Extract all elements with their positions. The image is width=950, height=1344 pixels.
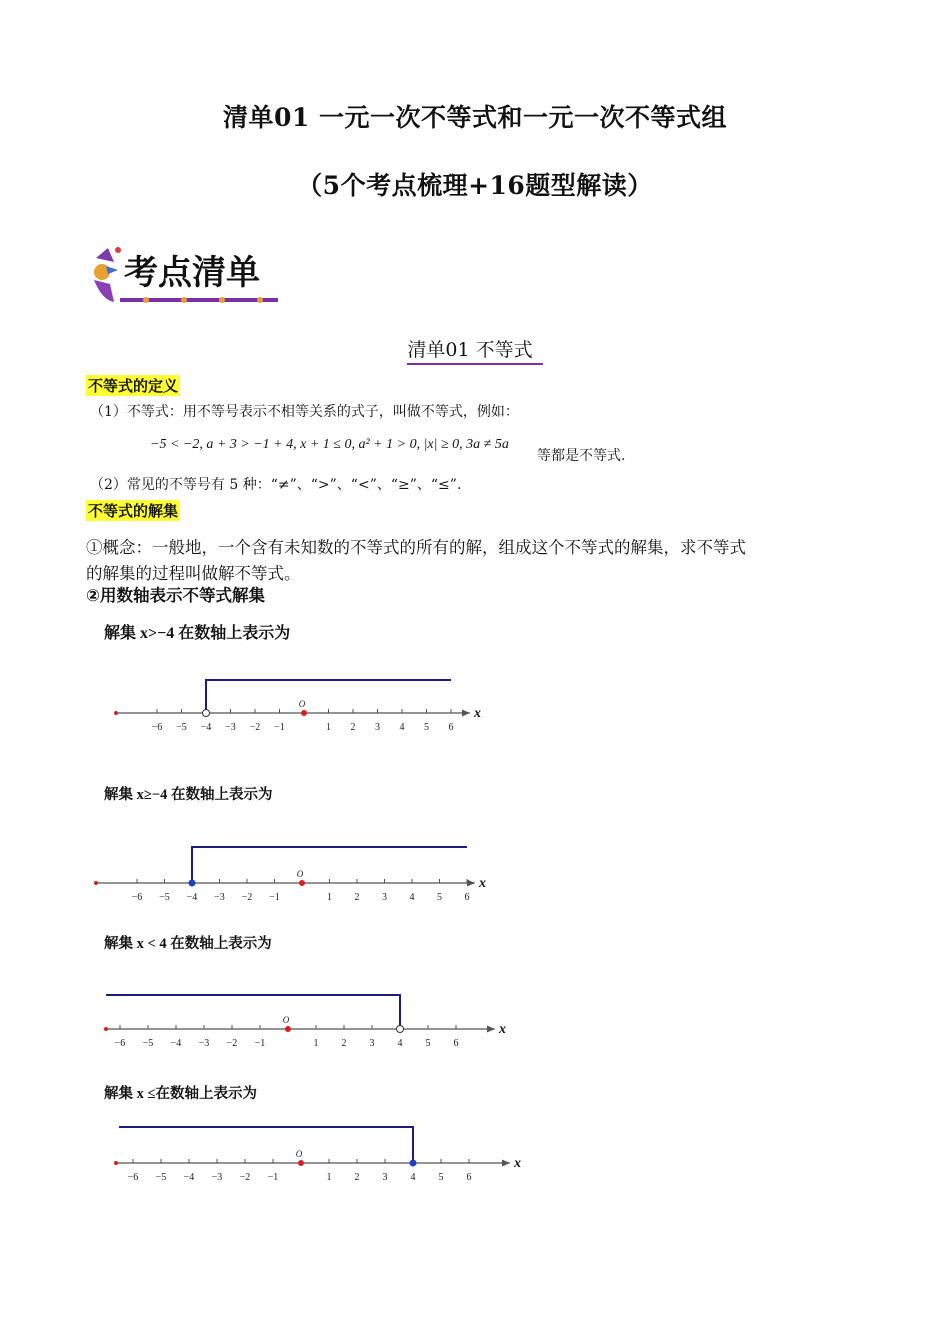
tick-label: −4 [186,892,198,903]
tick-label: 1 [326,722,331,733]
number-line-2 [80,835,500,915]
tick-label: −3 [198,1038,210,1049]
axis-left-end [114,711,118,715]
origin-dot [301,710,307,716]
solution-bar [206,680,451,713]
numberline-caption-3: 解集 x < 4 在数轴上表示为 [104,936,272,952]
boundary-point-open [397,1026,404,1033]
numberline-caption-4: 解集 x ≤在数轴上表示为 [104,1086,257,1102]
page-title: 清单01 一元一次不等式和一元一次不等式组 [223,103,727,132]
exam-points-logo [88,240,288,310]
origin-label: O [282,1015,290,1025]
tick-label: 5 [438,1172,444,1183]
tick-label: 5 [425,1038,431,1049]
tick-label: −2 [249,722,261,733]
tick-label: 2 [350,722,356,733]
definition-line2: （2）常见的不等号有 5 种：“≠”、“>”、“<”、“≥”、“≤”. [90,477,462,493]
definition-formula-tail: 等都是不等式. [537,448,626,464]
axis-left-end [94,881,98,885]
tick-label: 4 [397,1038,403,1049]
section-heading: 清单01 不等式 [0,335,950,362]
solution-bar [106,995,400,1029]
tick-label: 3 [382,1172,388,1183]
tick-label: −1 [254,1038,266,1049]
numberline-caption-1: 解集 x>−4 在数轴上表示为 [104,625,291,642]
solution-bar [119,1127,413,1163]
boundary-point-open [203,710,210,717]
tick-label: −5 [159,892,170,903]
axis-variable-label: x [514,1156,521,1171]
concept-line2: 的解集的过程叫做解不等式。 [86,564,301,583]
tick-label: 4 [410,1172,416,1183]
tick-label: −5 [142,1038,154,1049]
solution-set-label: 不等式的解集 [88,502,179,520]
tick-label: 5 [424,722,429,733]
tick-label: −6 [127,1172,139,1183]
numberline-caption-2: 解集 x≥−4 在数轴上表示为 [104,787,273,803]
tick-label: 2 [354,1172,360,1183]
axis-arrow [487,1026,495,1033]
tick-label: −4 [170,1038,182,1049]
number-line-1 [100,665,490,745]
axis-variable-label: x [499,1022,506,1037]
boundary-point-closed [410,1160,417,1167]
origin-dot [299,880,305,886]
origin-label: O [295,1149,303,1159]
wizard-icon [94,247,121,302]
tick-label: −3 [214,892,225,903]
tick-label: 3 [369,1038,375,1049]
axis-arrow [467,880,475,887]
solution-bar [192,847,467,883]
tick-label: −6 [151,722,163,733]
tick-label: −2 [226,1038,238,1049]
tick-label: 4 [399,722,405,733]
tick-label: 2 [341,1038,347,1049]
page-subtitle: （5个考点梳理+16题型解读） [297,171,653,200]
origin-label: O [298,699,306,709]
definition-label: 不等式的定义 [88,377,179,395]
tick-label: 1 [313,1038,319,1049]
tick-label: 3 [382,892,387,903]
tick-label: −1 [267,1172,279,1183]
tick-label: −6 [114,1038,126,1049]
numberline-heading: ②用数轴表示不等式解集 [86,586,265,605]
tick-label: −2 [241,892,253,903]
tick-label: −3 [225,722,236,733]
tick-label: 6 [453,1038,459,1049]
tick-label: 6 [466,1172,472,1183]
logo-underline [120,297,278,303]
tick-label: 3 [375,722,380,733]
logo-text: 考点清单 [124,253,260,293]
tick-label: 6 [464,892,470,903]
tick-label: 5 [437,892,442,903]
origin-dot [285,1026,291,1032]
tick-label: 1 [326,1172,332,1183]
tick-label: −4 [200,722,212,733]
number-line-3 [90,983,510,1058]
axis-left-end [104,1027,108,1031]
tick-label: −5 [155,1172,167,1183]
axis-variable-label: x [474,706,481,721]
tick-label: −1 [274,722,285,733]
tick-label: 2 [354,892,360,903]
definition-line1: （1）不等式：用不等号表示不相等关系的式子，叫做不等式，例如： [90,404,519,420]
number-line-4 [100,1115,530,1195]
axis-arrow [462,710,470,717]
tick-label: −2 [239,1172,251,1183]
axis-left-end [114,1161,118,1165]
axis-arrow [502,1160,510,1167]
tick-label: −4 [183,1172,195,1183]
boundary-point-closed [189,880,196,887]
axis-variable-label: x [479,876,486,891]
origin-label: O [296,869,304,879]
concept-line1: ①概念：一般地，一个含有未知数的不等式的所有的解，组成这个不等式的解集，求不等式 [86,538,746,557]
origin-dot [298,1160,304,1166]
tick-label: 6 [448,722,454,733]
tick-label: 4 [409,892,415,903]
tick-label: −3 [211,1172,223,1183]
definition-formula: −5 < −2, a + 3 > −1 + 4, x + 1 ≤ 0, a² + 1 > 0, |x| ≥ 0, 3a ≠ 5a [150,437,509,452]
tick-label: −6 [131,892,143,903]
tick-label: −5 [176,722,187,733]
tick-label: 1 [327,892,332,903]
tick-label: −1 [269,892,280,903]
